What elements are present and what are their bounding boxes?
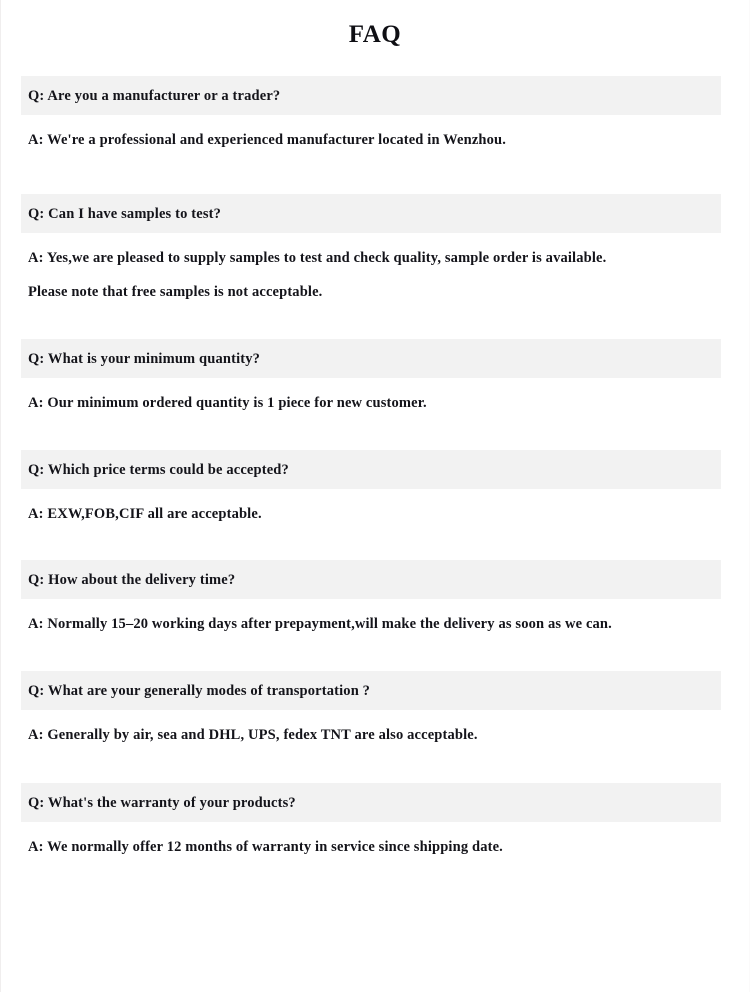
faq-answer-area [1,710,749,744]
block-spacer [1,744,749,783]
faq-question-band[interactable] [21,671,721,710]
faq-question-band[interactable] [21,450,721,489]
faq-answer-area [1,599,749,633]
block-spacer [1,301,749,339]
faq-answer-line: A: EXW,FOB,CIF all are acceptable. [28,506,262,522]
block-spacer [1,149,749,194]
faq-answer-line: A: Normally 15–20 working days after prepayment,will make the delivery as soon as we can. [28,616,612,632]
faq-block [1,783,749,856]
page-title: FAQ [348,21,402,48]
faq-question-text: Q: Can I have samples to test? [28,205,221,222]
title-spacer [1,50,749,76]
faq-list [1,76,749,926]
faq-answer-line: A: Our minimum ordered quantity is 1 piece for new customer. [28,395,427,411]
faq-block [1,76,749,149]
block-spacer [1,523,749,560]
faq-answer-line: A: Generally by air, sea and DHL, UPS, fedex TNT are also acceptable. [28,727,478,743]
faq-block [1,671,749,744]
faq-question-band[interactable] [21,560,721,599]
faq-answer-area [1,233,749,301]
faq-question-band[interactable] [21,194,721,233]
faq-answer-area [1,489,749,523]
block-spacer [1,412,749,450]
faq-question-band[interactable] [21,783,721,822]
faq-block [1,339,749,412]
faq-answer-line: A: We normally offer 12 months of warranty in service since shipping date. [28,839,503,855]
faq-question-text: Q: How about the delivery time? [28,571,236,588]
faq-question-text: Q: What is your minimum quantity? [28,350,261,367]
page-bottom-space [1,856,749,926]
faq-question-text: Q: Are you a manufacturer or a trader? [28,87,281,104]
block-spacer [1,633,749,671]
faq-answer-area [1,822,749,856]
faq-question-text: Q: What's the warranty of your products? [28,794,296,811]
faq-answer-line: Please note that free samples is not acceptable. [28,284,323,300]
faq-answer-area [1,378,749,412]
faq-question-band[interactable] [21,339,721,378]
faq-answer-line: A: Yes,we are pleased to supply samples to test and check quality, sample order is available. [28,250,607,266]
faq-block [1,194,749,301]
faq-answer-area [1,115,749,149]
faq-question-band[interactable] [21,76,721,115]
faq-question-text: Q: What are your generally modes of transportation ? [28,682,371,699]
faq-question-text: Q: Which price terms could be accepted? [28,461,289,478]
faq-answer-line: A: We're a professional and experienced manufacturer located in Wenzhou. [28,132,507,148]
faq-block [1,560,749,633]
faq-block [1,450,749,523]
